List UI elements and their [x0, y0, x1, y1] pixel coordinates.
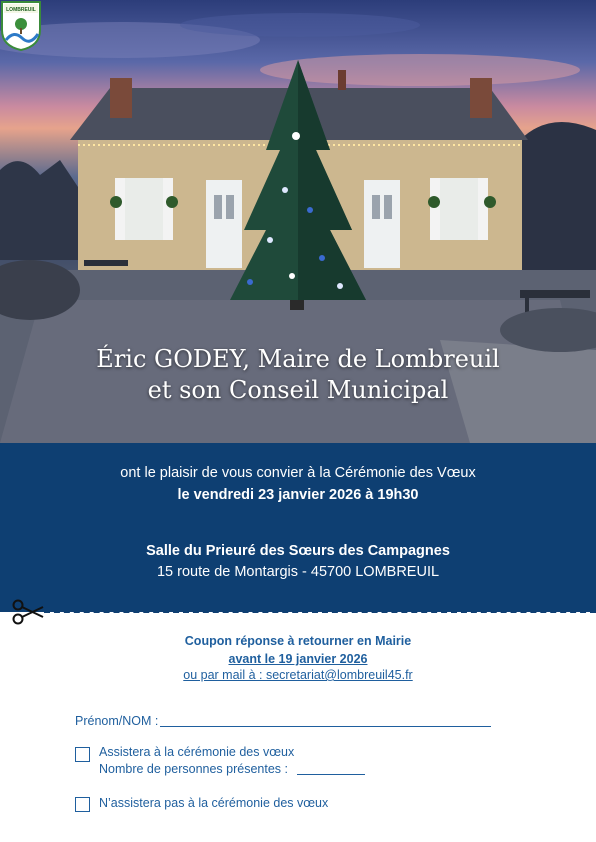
decline-checkbox[interactable]: [75, 797, 90, 812]
hero-title-line1: Éric GODEY, Maire de Lombreuil: [96, 345, 500, 373]
decline-option-label: N’assistera pas à la cérémonie des vœux: [99, 796, 329, 810]
ceremony-date: le vendredi 23 janvier 2026 à 19h30: [177, 487, 419, 503]
people-count-label: Nombre de personnes présentes :: [99, 762, 288, 776]
coupon-deadline: avant le 19 janvier 2026: [228, 652, 368, 666]
logo-text: LOMBREUIL: [6, 7, 36, 13]
venue-address: 15 route de Montargis - 45700 LOMBREUIL: [156, 564, 440, 580]
lombreuil-crest-logo: [0, 0, 42, 52]
attend-option-label: Assistera à la cérémonie des vœux: [99, 745, 295, 759]
attend-checkbox[interactable]: [75, 747, 90, 762]
cut-line: [44, 611, 596, 613]
hero-title-line2: et son Conseil Municipal: [147, 376, 449, 404]
coupon-email[interactable]: ou par mail à : secretariat@lombreuil45.fr: [183, 668, 413, 682]
invitation-text: ont le plaisir de vous convier à la Cérémonie des Vœux: [120, 465, 476, 481]
scissors-icon: [12, 599, 44, 625]
venue-name: Salle du Prieuré des Sœurs des Campagnes: [146, 543, 450, 559]
coupon-heading: Coupon réponse à retourner en Mairie: [184, 634, 412, 648]
name-field[interactable]: [160, 726, 491, 727]
people-count-field[interactable]: [297, 774, 365, 775]
name-field-label: Prénom/NOM :: [75, 714, 159, 728]
